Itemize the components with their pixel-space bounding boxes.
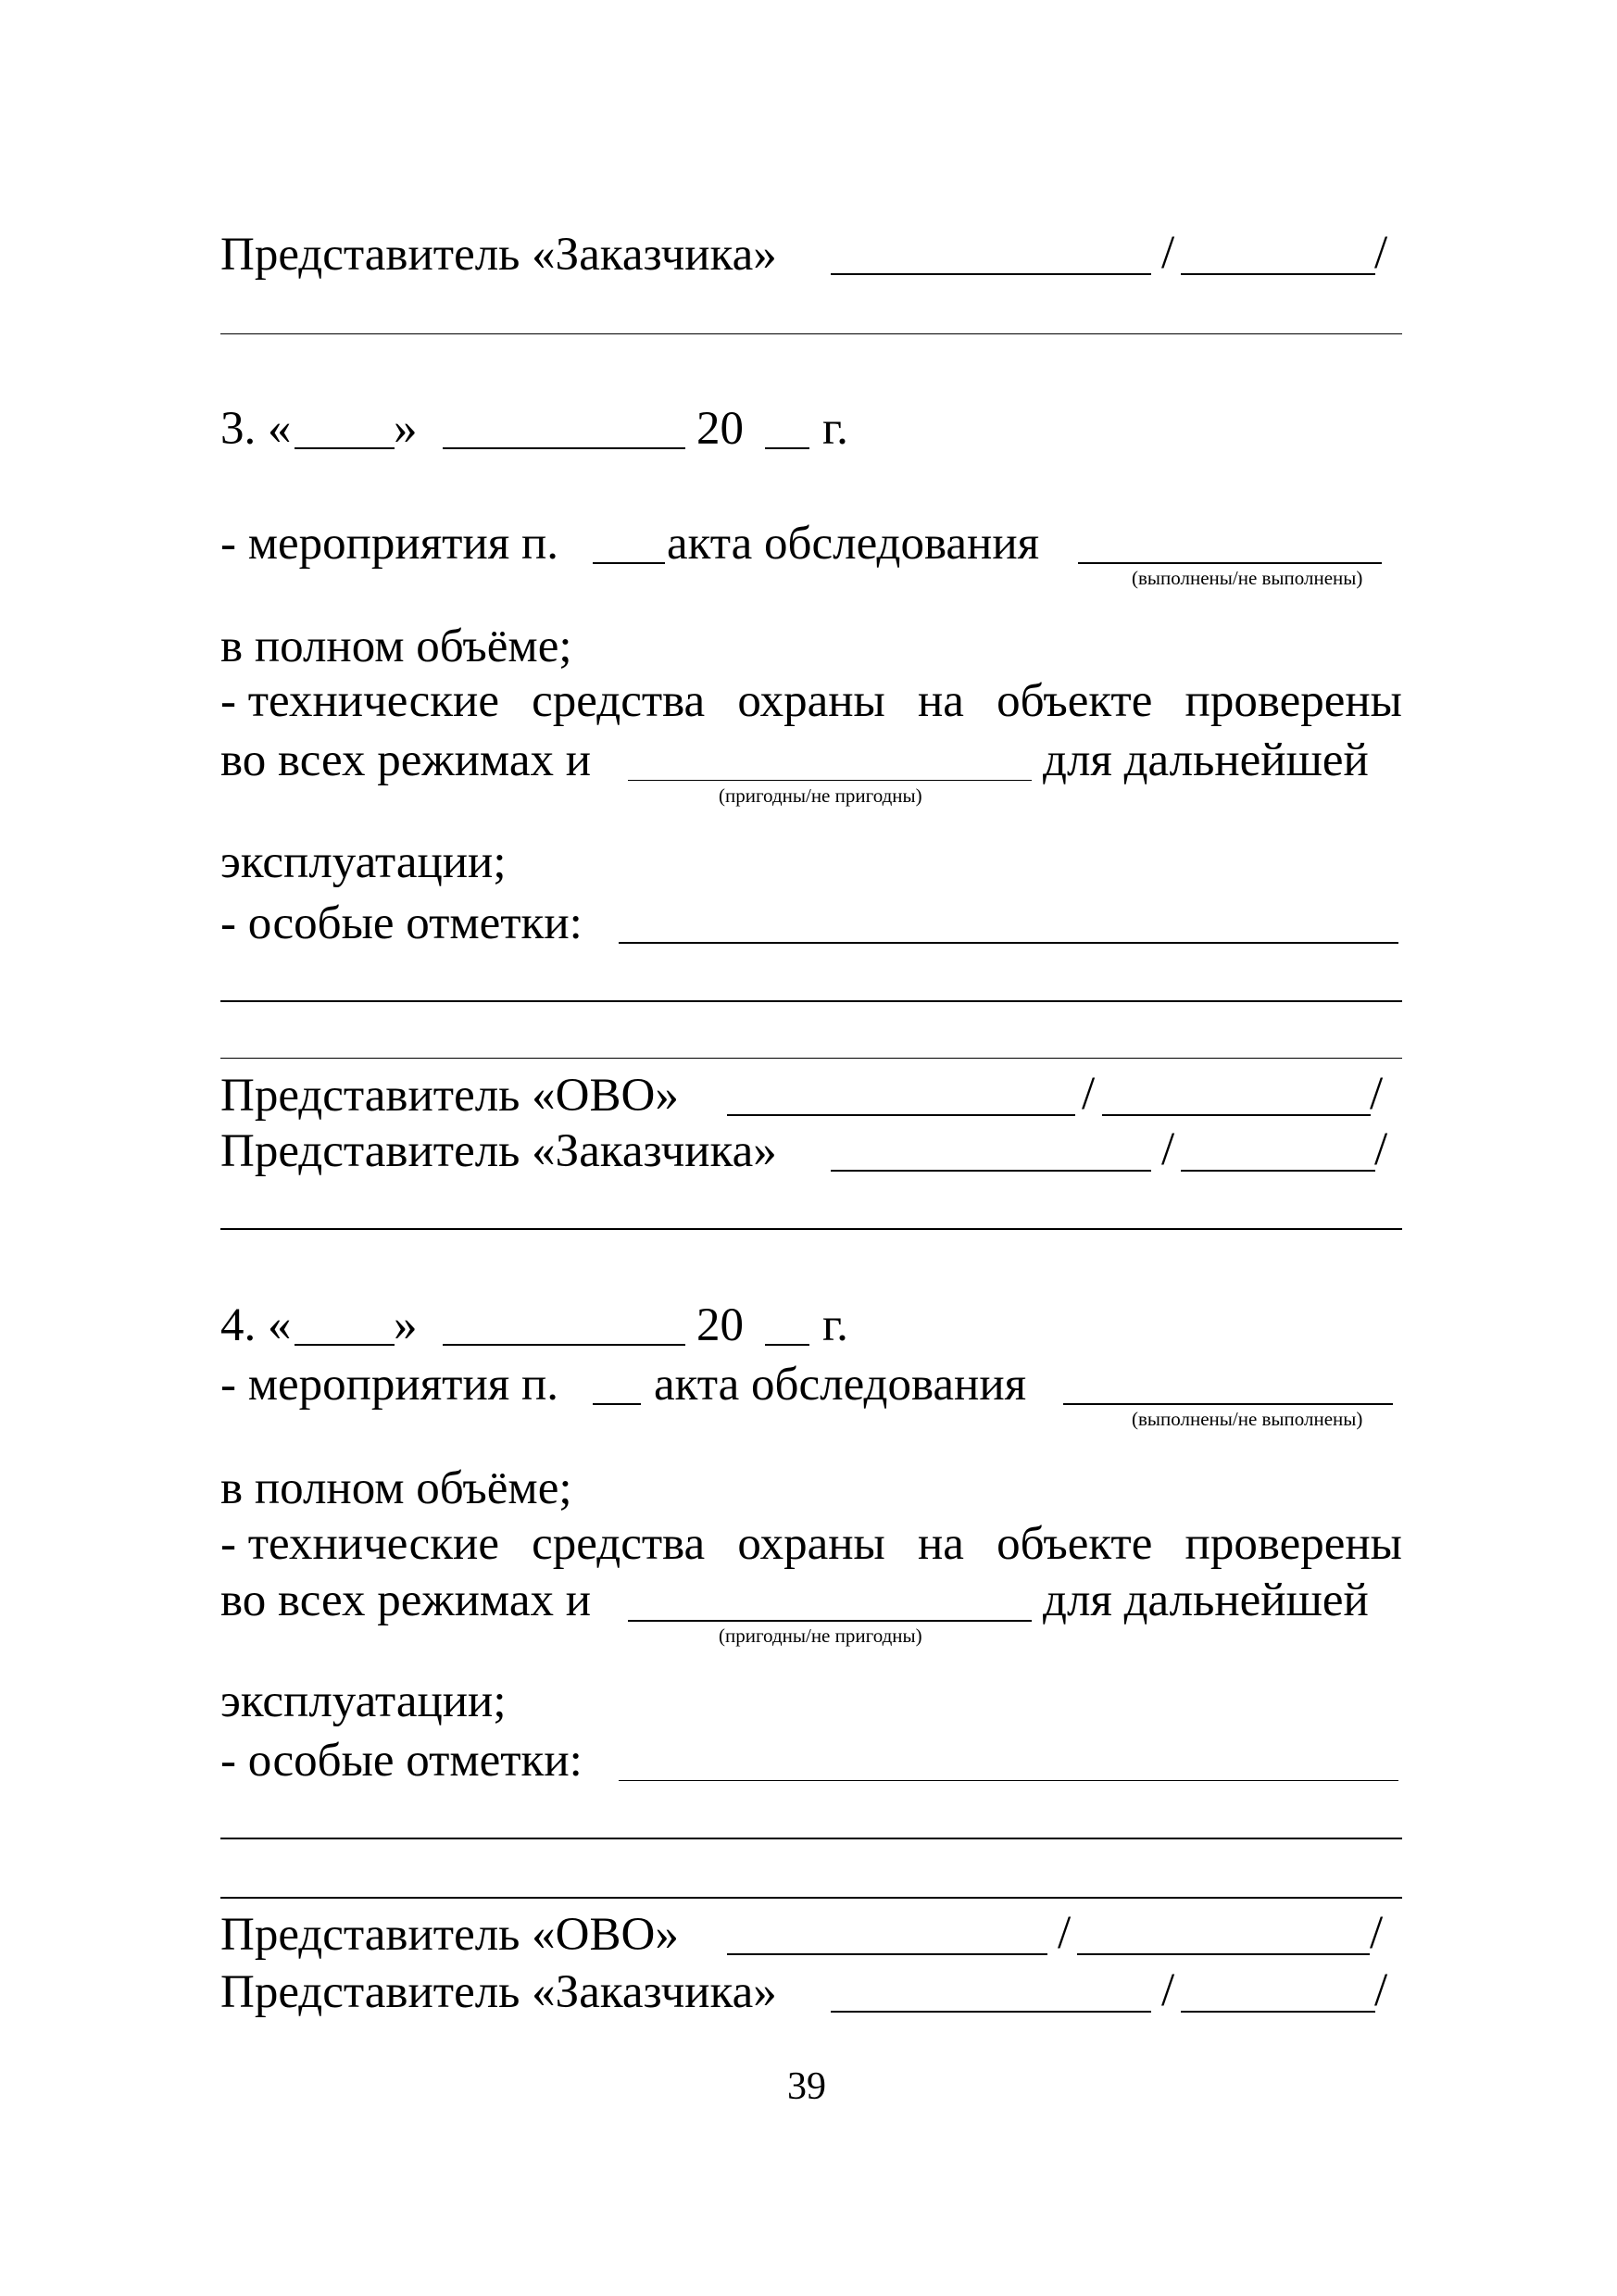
signature-line <box>831 2011 1151 2013</box>
word: проверены <box>1185 1518 1402 1570</box>
day-line <box>295 1344 395 1346</box>
page-number: 39 <box>787 2065 826 2108</box>
notes-line <box>220 1228 1402 1230</box>
slash: / <box>1374 227 1388 279</box>
notes-line <box>220 1897 1402 1899</box>
slash: / <box>1058 1907 1072 1959</box>
slash: / <box>1161 1964 1175 2016</box>
survey-act-text: акта обследования <box>667 518 1040 570</box>
year-line <box>765 447 809 449</box>
done-hint: (выполнены/не выполнены) <box>1132 1408 1363 1430</box>
signature-line <box>727 1953 1047 1955</box>
done-line <box>1063 1403 1393 1405</box>
tech-means-line <box>220 1518 1402 1570</box>
all-modes-text: во всех режимах и <box>220 1575 592 1626</box>
name-line <box>1181 1170 1375 1172</box>
done-line <box>1078 562 1382 564</box>
word: охраны <box>737 1518 885 1570</box>
signature-line <box>831 273 1151 275</box>
word: объекте <box>997 675 1153 727</box>
word: объекте <box>997 1518 1153 1570</box>
further-use-text: для дальнейшей <box>1043 1575 1369 1626</box>
section4-date-close: » <box>394 1299 418 1351</box>
notes-line <box>220 333 1402 334</box>
day-line <box>295 447 395 449</box>
name-line <box>1077 1953 1370 1955</box>
fit-hint: (пригодны/не пригодны) <box>719 1625 922 1647</box>
name-line <box>1181 273 1375 275</box>
slash: / <box>1374 1123 1388 1175</box>
section3-date-prefix: 3. « <box>220 403 292 455</box>
month-line <box>443 447 685 449</box>
word: на <box>918 675 964 727</box>
name-line <box>1102 1114 1371 1116</box>
fit-hint: (пригодны/не пригодны) <box>719 784 922 807</box>
ovo-signature-label: Представитель «ОВО» <box>220 1909 679 1961</box>
notes-line <box>220 1058 1402 1059</box>
fit-line <box>628 1620 1032 1622</box>
notes-line <box>220 1838 1402 1839</box>
section3-date-close: » <box>394 403 418 455</box>
month-line <box>443 1344 685 1346</box>
done-hint: (выполнены/не выполнены) <box>1132 567 1363 589</box>
word: охраны <box>737 675 885 727</box>
further-use-text: для дальнейшей <box>1043 734 1369 786</box>
special-notes-label: - особые отметки: <box>220 897 583 949</box>
year-line <box>765 1344 809 1346</box>
section4-year-suffix: г. <box>822 1299 848 1351</box>
item-number-line <box>593 562 665 564</box>
word: проверены <box>1185 675 1402 727</box>
signature-line <box>831 1170 1151 1172</box>
word: средства <box>532 675 706 727</box>
name-line <box>1181 2011 1375 2013</box>
customer-signature-label: Представитель «Заказчика» <box>220 1966 777 2018</box>
full-volume-text: в полном объёме; <box>220 1462 572 1514</box>
all-modes-text: во всех режимах и <box>220 734 592 786</box>
slash: / <box>1374 1964 1388 2016</box>
full-volume-text: в полном объёме; <box>220 621 572 672</box>
notes-line <box>619 942 1398 944</box>
item-number-line <box>593 1403 641 1405</box>
measures-label: - мероприятия п. <box>220 518 559 570</box>
slash: / <box>1370 1907 1384 1959</box>
customer-signature-label-top: Представитель «Заказчика» <box>220 229 777 281</box>
special-notes-label: - особые отметки: <box>220 1735 583 1787</box>
section4-year: 20 <box>696 1299 744 1351</box>
slash: / <box>1082 1068 1096 1120</box>
notes-line <box>220 1000 1402 1002</box>
tech-means-line <box>220 675 1402 727</box>
word: средства <box>532 1518 706 1570</box>
slash: / <box>1370 1068 1384 1120</box>
slash: / <box>1161 1123 1175 1175</box>
customer-signature-label: Представитель «Заказчика» <box>220 1125 777 1177</box>
ovo-signature-label: Представитель «ОВО» <box>220 1070 679 1122</box>
section3-year: 20 <box>696 403 744 455</box>
fit-line <box>628 780 1032 781</box>
section3-year-suffix: г. <box>822 403 848 455</box>
measures-label: - мероприятия п. <box>220 1359 559 1411</box>
survey-act-text: акта обследования <box>654 1359 1027 1411</box>
slash: / <box>1161 227 1175 279</box>
operation-text: эксплуатации; <box>220 1675 507 1727</box>
notes-line <box>619 1780 1398 1781</box>
word: на <box>918 1518 964 1570</box>
word: - технические <box>220 1518 499 1570</box>
section4-date-prefix: 4. « <box>220 1299 292 1351</box>
word: - технические <box>220 675 499 727</box>
signature-line <box>727 1114 1075 1116</box>
operation-text: эксплуатации; <box>220 836 507 888</box>
